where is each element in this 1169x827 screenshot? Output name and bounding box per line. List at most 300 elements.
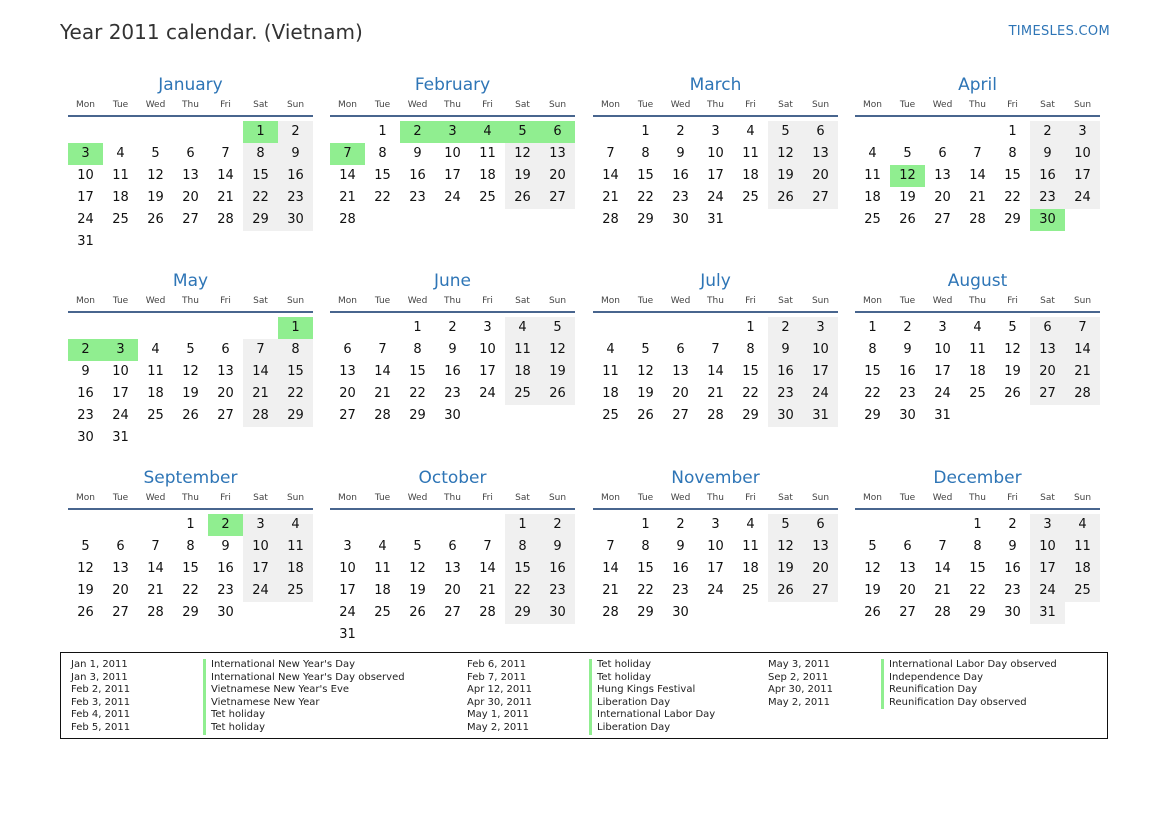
day-cell[interactable]: 24 <box>479 386 496 401</box>
day-cell[interactable]: 10 <box>1030 536 1065 558</box>
day-cell[interactable]: 9 <box>676 146 685 161</box>
day-cell[interactable]: 2 <box>278 121 313 143</box>
day-cell[interactable]: 11 <box>602 364 619 379</box>
day-cell[interactable]: 8 <box>186 539 195 554</box>
day-cell[interactable]: 14 <box>969 168 986 183</box>
day-cell[interactable]: 13 <box>1030 339 1065 361</box>
day-cell[interactable]: 5 <box>641 342 650 357</box>
day-cell[interactable]: 27 <box>934 212 951 227</box>
day-cell[interactable]: 8 <box>505 536 540 558</box>
day-cell[interactable]: 26 <box>899 212 916 227</box>
day-cell[interactable]: 12 <box>505 143 540 165</box>
day-cell[interactable]: 7 <box>1065 317 1100 339</box>
day-cell[interactable]: 13 <box>540 143 575 165</box>
day-cell[interactable]: 10 <box>444 146 461 161</box>
day-cell[interactable]: 29 <box>409 408 426 423</box>
day-cell[interactable]: 22 <box>409 386 426 401</box>
day-cell[interactable]: 7 <box>606 539 615 554</box>
day-cell[interactable]: 9 <box>903 342 912 357</box>
day-cell[interactable]: 30 <box>1004 605 1021 620</box>
holiday-day-cell[interactable]: 1 <box>243 121 278 143</box>
day-cell[interactable]: 6 <box>448 539 457 554</box>
day-cell[interactable]: 14 <box>479 561 496 576</box>
day-cell[interactable]: 15 <box>505 558 540 580</box>
day-cell[interactable]: 11 <box>112 168 129 183</box>
day-cell[interactable]: 17 <box>707 168 724 183</box>
day-cell[interactable]: 29 <box>637 605 654 620</box>
day-cell[interactable]: 9 <box>1008 539 1017 554</box>
day-cell[interactable]: 12 <box>1004 342 1021 357</box>
day-cell[interactable]: 3 <box>483 320 492 335</box>
day-cell[interactable]: 25 <box>479 190 496 205</box>
day-cell[interactable]: 16 <box>768 361 803 383</box>
day-cell[interactable]: 18 <box>1065 558 1100 580</box>
holiday-day-cell[interactable]: 3 <box>435 121 470 143</box>
day-cell[interactable]: 30 <box>444 408 461 423</box>
day-cell[interactable]: 29 <box>969 605 986 620</box>
day-cell[interactable]: 23 <box>768 383 803 405</box>
day-cell[interactable]: 8 <box>278 339 313 361</box>
day-cell[interactable]: 16 <box>1004 561 1021 576</box>
day-cell[interactable]: 28 <box>602 605 619 620</box>
day-cell[interactable]: 2 <box>768 317 803 339</box>
day-cell[interactable]: 5 <box>186 342 195 357</box>
day-cell[interactable]: 3 <box>938 320 947 335</box>
day-cell[interactable]: 9 <box>278 143 313 165</box>
day-cell[interactable]: 19 <box>409 583 426 598</box>
day-cell[interactable]: 4 <box>973 320 982 335</box>
day-cell[interactable]: 30 <box>77 430 94 445</box>
holiday-day-cell[interactable]: 7 <box>330 143 365 165</box>
day-cell[interactable]: 21 <box>969 190 986 205</box>
day-cell[interactable]: 5 <box>903 146 912 161</box>
day-cell[interactable]: 4 <box>378 539 387 554</box>
day-cell[interactable]: 3 <box>711 517 720 532</box>
day-cell[interactable]: 23 <box>1004 583 1021 598</box>
day-cell[interactable]: 22 <box>374 190 391 205</box>
day-cell[interactable]: 11 <box>147 364 164 379</box>
day-cell[interactable]: 21 <box>147 583 164 598</box>
day-cell[interactable]: 27 <box>112 605 129 620</box>
day-cell[interactable]: 25 <box>969 386 986 401</box>
day-cell[interactable]: 21 <box>374 386 391 401</box>
day-cell[interactable]: 14 <box>602 168 619 183</box>
day-cell[interactable]: 6 <box>803 121 838 143</box>
day-cell[interactable]: 11 <box>969 342 986 357</box>
day-cell[interactable]: 17 <box>707 561 724 576</box>
holiday-day-cell[interactable]: 6 <box>540 121 575 143</box>
holiday-day-cell[interactable]: 5 <box>505 121 540 143</box>
day-cell[interactable]: 21 <box>602 583 619 598</box>
day-cell[interactable]: 30 <box>278 209 313 231</box>
day-cell[interactable]: 16 <box>278 165 313 187</box>
day-cell[interactable]: 17 <box>1030 558 1065 580</box>
day-cell[interactable]: 22 <box>278 383 313 405</box>
day-cell[interactable]: 10 <box>934 342 951 357</box>
day-cell[interactable]: 19 <box>768 165 803 187</box>
brand-link[interactable]: TIMESLES.COM <box>1008 24 1110 39</box>
day-cell[interactable]: 1 <box>641 517 650 532</box>
day-cell[interactable]: 27 <box>803 187 838 209</box>
day-cell[interactable]: 13 <box>217 364 234 379</box>
day-cell[interactable]: 7 <box>221 146 230 161</box>
day-cell[interactable]: 21 <box>934 583 951 598</box>
day-cell[interactable]: 12 <box>77 561 94 576</box>
day-cell[interactable]: 10 <box>803 339 838 361</box>
day-cell[interactable]: 23 <box>444 386 461 401</box>
day-cell[interactable]: 9 <box>768 339 803 361</box>
day-cell[interactable]: 14 <box>374 364 391 379</box>
day-cell[interactable]: 30 <box>768 405 803 427</box>
day-cell[interactable]: 7 <box>378 342 387 357</box>
day-cell[interactable]: 18 <box>742 561 759 576</box>
day-cell[interactable]: 19 <box>637 386 654 401</box>
day-cell[interactable]: 17 <box>77 190 94 205</box>
day-cell[interactable]: 13 <box>672 364 689 379</box>
day-cell[interactable]: 24 <box>707 583 724 598</box>
day-cell[interactable]: 8 <box>378 146 387 161</box>
day-cell[interactable]: 23 <box>899 386 916 401</box>
day-cell[interactable]: 2 <box>903 320 912 335</box>
day-cell[interactable]: 18 <box>969 364 986 379</box>
day-cell[interactable]: 8 <box>746 342 755 357</box>
day-cell[interactable]: 20 <box>444 583 461 598</box>
day-cell[interactable]: 19 <box>540 361 575 383</box>
day-cell[interactable]: 26 <box>768 187 803 209</box>
day-cell[interactable]: 17 <box>803 361 838 383</box>
day-cell[interactable]: 31 <box>77 234 94 249</box>
day-cell[interactable]: 11 <box>742 146 759 161</box>
day-cell[interactable]: 1 <box>641 124 650 139</box>
day-cell[interactable]: 18 <box>374 583 391 598</box>
day-cell[interactable]: 9 <box>1030 143 1065 165</box>
day-cell[interactable]: 8 <box>641 146 650 161</box>
day-cell[interactable]: 6 <box>343 342 352 357</box>
day-cell[interactable]: 26 <box>768 580 803 602</box>
day-cell[interactable]: 28 <box>479 605 496 620</box>
day-cell[interactable]: 20 <box>934 190 951 205</box>
day-cell[interactable]: 1 <box>746 320 755 335</box>
day-cell[interactable]: 28 <box>339 212 356 227</box>
day-cell[interactable]: 30 <box>217 605 234 620</box>
day-cell[interactable]: 20 <box>899 583 916 598</box>
day-cell[interactable]: 30 <box>672 212 689 227</box>
day-cell[interactable]: 15 <box>864 364 881 379</box>
day-cell[interactable]: 24 <box>112 408 129 423</box>
day-cell[interactable]: 21 <box>707 386 724 401</box>
day-cell[interactable]: 5 <box>413 539 422 554</box>
day-cell[interactable]: 25 <box>112 212 129 227</box>
day-cell[interactable]: 28 <box>374 408 391 423</box>
day-cell[interactable]: 10 <box>112 364 129 379</box>
day-cell[interactable]: 25 <box>602 408 619 423</box>
day-cell[interactable]: 1 <box>186 517 195 532</box>
day-cell[interactable]: 31 <box>707 212 724 227</box>
day-cell[interactable]: 28 <box>1065 383 1100 405</box>
day-cell[interactable]: 24 <box>444 190 461 205</box>
day-cell[interactable]: 20 <box>672 386 689 401</box>
day-cell[interactable]: 27 <box>444 605 461 620</box>
day-cell[interactable]: 27 <box>1030 383 1065 405</box>
day-cell[interactable]: 25 <box>278 580 313 602</box>
day-cell[interactable]: 25 <box>864 212 881 227</box>
holiday-day-cell[interactable]: 2 <box>400 121 435 143</box>
day-cell[interactable]: 7 <box>606 146 615 161</box>
day-cell[interactable]: 31 <box>1030 602 1065 624</box>
day-cell[interactable]: 20 <box>217 386 234 401</box>
day-cell[interactable]: 7 <box>483 539 492 554</box>
day-cell[interactable]: 21 <box>339 190 356 205</box>
day-cell[interactable]: 10 <box>707 539 724 554</box>
day-cell[interactable]: 10 <box>1065 143 1100 165</box>
day-cell[interactable]: 13 <box>803 536 838 558</box>
day-cell[interactable]: 17 <box>339 583 356 598</box>
day-cell[interactable]: 14 <box>147 561 164 576</box>
day-cell[interactable]: 25 <box>742 190 759 205</box>
day-cell[interactable]: 2 <box>676 124 685 139</box>
day-cell[interactable]: 19 <box>899 190 916 205</box>
day-cell[interactable]: 20 <box>182 190 199 205</box>
day-cell[interactable]: 15 <box>637 561 654 576</box>
day-cell[interactable]: 14 <box>217 168 234 183</box>
day-cell[interactable]: 23 <box>217 583 234 598</box>
day-cell[interactable]: 31 <box>112 430 129 445</box>
day-cell[interactable]: 23 <box>672 583 689 598</box>
day-cell[interactable]: 24 <box>77 212 94 227</box>
day-cell[interactable]: 21 <box>217 190 234 205</box>
day-cell[interactable]: 4 <box>278 514 313 536</box>
day-cell[interactable]: 25 <box>147 408 164 423</box>
day-cell[interactable]: 29 <box>243 209 278 231</box>
day-cell[interactable]: 10 <box>339 561 356 576</box>
day-cell[interactable]: 13 <box>899 561 916 576</box>
day-cell[interactable]: 11 <box>742 539 759 554</box>
day-cell[interactable]: 18 <box>147 386 164 401</box>
day-cell[interactable]: 27 <box>803 580 838 602</box>
day-cell[interactable]: 22 <box>637 583 654 598</box>
day-cell[interactable]: 4 <box>1065 514 1100 536</box>
day-cell[interactable]: 25 <box>374 605 391 620</box>
day-cell[interactable]: 19 <box>768 558 803 580</box>
day-cell[interactable]: 30 <box>899 408 916 423</box>
day-cell[interactable]: 22 <box>182 583 199 598</box>
day-cell[interactable]: 29 <box>1004 212 1021 227</box>
day-cell[interactable]: 18 <box>278 558 313 580</box>
day-cell[interactable]: 6 <box>1030 317 1065 339</box>
day-cell[interactable]: 29 <box>505 602 540 624</box>
day-cell[interactable]: 11 <box>1065 536 1100 558</box>
day-cell[interactable]: 29 <box>182 605 199 620</box>
day-cell[interactable]: 14 <box>339 168 356 183</box>
holiday-day-cell[interactable]: 4 <box>470 121 505 143</box>
day-cell[interactable]: 27 <box>182 212 199 227</box>
day-cell[interactable]: 28 <box>217 212 234 227</box>
day-cell[interactable]: 22 <box>864 386 881 401</box>
day-cell[interactable]: 2 <box>540 514 575 536</box>
day-cell[interactable]: 13 <box>803 143 838 165</box>
day-cell[interactable]: 26 <box>540 383 575 405</box>
day-cell[interactable]: 8 <box>973 539 982 554</box>
holiday-day-cell[interactable]: 3 <box>103 339 138 361</box>
day-cell[interactable]: 25 <box>742 583 759 598</box>
day-cell[interactable]: 17 <box>934 364 951 379</box>
day-cell[interactable]: 30 <box>540 602 575 624</box>
day-cell[interactable]: 12 <box>540 339 575 361</box>
day-cell[interactable]: 9 <box>81 364 90 379</box>
day-cell[interactable]: 14 <box>707 364 724 379</box>
day-cell[interactable]: 28 <box>243 405 278 427</box>
day-cell[interactable]: 11 <box>374 561 391 576</box>
day-cell[interactable]: 24 <box>339 605 356 620</box>
day-cell[interactable]: 27 <box>217 408 234 423</box>
day-cell[interactable]: 29 <box>637 212 654 227</box>
day-cell[interactable]: 18 <box>602 386 619 401</box>
day-cell[interactable]: 23 <box>278 187 313 209</box>
day-cell[interactable]: 6 <box>186 146 195 161</box>
day-cell[interactable]: 1 <box>413 320 422 335</box>
day-cell[interactable]: 2 <box>1008 517 1017 532</box>
day-cell[interactable]: 15 <box>969 561 986 576</box>
day-cell[interactable]: 13 <box>112 561 129 576</box>
day-cell[interactable]: 22 <box>969 583 986 598</box>
holiday-day-cell[interactable]: 12 <box>890 165 925 187</box>
day-cell[interactable]: 18 <box>864 190 881 205</box>
day-cell[interactable]: 15 <box>1004 168 1021 183</box>
day-cell[interactable]: 20 <box>803 558 838 580</box>
day-cell[interactable]: 31 <box>803 405 838 427</box>
day-cell[interactable]: 23 <box>77 408 94 423</box>
day-cell[interactable]: 9 <box>540 536 575 558</box>
day-cell[interactable]: 17 <box>1065 165 1100 187</box>
day-cell[interactable]: 12 <box>768 536 803 558</box>
day-cell[interactable]: 10 <box>243 536 278 558</box>
day-cell[interactable]: 17 <box>112 386 129 401</box>
day-cell[interactable]: 21 <box>1065 361 1100 383</box>
day-cell[interactable]: 1 <box>973 517 982 532</box>
day-cell[interactable]: 18 <box>742 168 759 183</box>
day-cell[interactable]: 7 <box>151 539 160 554</box>
day-cell[interactable]: 24 <box>934 386 951 401</box>
day-cell[interactable]: 7 <box>243 339 278 361</box>
day-cell[interactable]: 5 <box>151 146 160 161</box>
day-cell[interactable]: 16 <box>672 561 689 576</box>
day-cell[interactable]: 4 <box>606 342 615 357</box>
day-cell[interactable]: 2 <box>448 320 457 335</box>
day-cell[interactable]: 3 <box>343 539 352 554</box>
day-cell[interactable]: 4 <box>868 146 877 161</box>
holiday-day-cell[interactable]: 3 <box>68 143 103 165</box>
day-cell[interactable]: 16 <box>540 558 575 580</box>
day-cell[interactable]: 2 <box>676 517 685 532</box>
day-cell[interactable]: 26 <box>1004 386 1021 401</box>
day-cell[interactable]: 5 <box>540 317 575 339</box>
day-cell[interactable]: 26 <box>864 605 881 620</box>
day-cell[interactable]: 7 <box>973 146 982 161</box>
day-cell[interactable]: 23 <box>1030 187 1065 209</box>
day-cell[interactable]: 14 <box>934 561 951 576</box>
day-cell[interactable]: 19 <box>864 583 881 598</box>
day-cell[interactable]: 6 <box>116 539 125 554</box>
day-cell[interactable]: 15 <box>243 165 278 187</box>
day-cell[interactable]: 19 <box>1004 364 1021 379</box>
day-cell[interactable]: 5 <box>868 539 877 554</box>
day-cell[interactable]: 26 <box>182 408 199 423</box>
day-cell[interactable]: 27 <box>899 605 916 620</box>
day-cell[interactable]: 6 <box>938 146 947 161</box>
day-cell[interactable]: 22 <box>1004 190 1021 205</box>
day-cell[interactable]: 24 <box>243 580 278 602</box>
day-cell[interactable]: 8 <box>1008 146 1017 161</box>
day-cell[interactable]: 21 <box>243 383 278 405</box>
day-cell[interactable]: 24 <box>803 383 838 405</box>
day-cell[interactable]: 27 <box>339 408 356 423</box>
day-cell[interactable]: 10 <box>707 146 724 161</box>
day-cell[interactable]: 2 <box>1030 121 1065 143</box>
day-cell[interactable]: 16 <box>899 364 916 379</box>
day-cell[interactable]: 6 <box>221 342 230 357</box>
day-cell[interactable]: 20 <box>803 165 838 187</box>
day-cell[interactable]: 25 <box>505 383 540 405</box>
day-cell[interactable]: 16 <box>444 364 461 379</box>
day-cell[interactable]: 4 <box>151 342 160 357</box>
day-cell[interactable]: 9 <box>413 146 422 161</box>
day-cell[interactable]: 20 <box>540 165 575 187</box>
day-cell[interactable]: 23 <box>540 580 575 602</box>
day-cell[interactable]: 16 <box>217 561 234 576</box>
day-cell[interactable]: 15 <box>742 364 759 379</box>
day-cell[interactable]: 4 <box>505 317 540 339</box>
day-cell[interactable]: 20 <box>112 583 129 598</box>
day-cell[interactable]: 29 <box>864 408 881 423</box>
day-cell[interactable]: 11 <box>479 146 496 161</box>
day-cell[interactable]: 12 <box>409 561 426 576</box>
day-cell[interactable]: 20 <box>1030 361 1065 383</box>
day-cell[interactable]: 15 <box>182 561 199 576</box>
day-cell[interactable]: 13 <box>934 168 951 183</box>
day-cell[interactable]: 15 <box>374 168 391 183</box>
day-cell[interactable]: 10 <box>77 168 94 183</box>
day-cell[interactable]: 4 <box>746 124 755 139</box>
day-cell[interactable]: 17 <box>444 168 461 183</box>
day-cell[interactable]: 14 <box>1065 339 1100 361</box>
day-cell[interactable]: 16 <box>1030 165 1065 187</box>
day-cell[interactable]: 12 <box>864 561 881 576</box>
day-cell[interactable]: 24 <box>1030 580 1065 602</box>
day-cell[interactable]: 28 <box>707 408 724 423</box>
day-cell[interactable]: 15 <box>278 361 313 383</box>
day-cell[interactable]: 22 <box>505 580 540 602</box>
day-cell[interactable]: 19 <box>505 165 540 187</box>
day-cell[interactable]: 13 <box>339 364 356 379</box>
day-cell[interactable]: 24 <box>707 190 724 205</box>
day-cell[interactable]: 26 <box>77 605 94 620</box>
day-cell[interactable]: 4 <box>746 517 755 532</box>
day-cell[interactable]: 11 <box>505 339 540 361</box>
day-cell[interactable]: 26 <box>409 605 426 620</box>
day-cell[interactable]: 13 <box>444 561 461 576</box>
day-cell[interactable]: 5 <box>768 121 803 143</box>
day-cell[interactable]: 12 <box>637 364 654 379</box>
day-cell[interactable]: 6 <box>803 514 838 536</box>
holiday-day-cell[interactable]: 2 <box>208 514 243 536</box>
day-cell[interactable]: 15 <box>637 168 654 183</box>
day-cell[interactable]: 8 <box>868 342 877 357</box>
day-cell[interactable]: 11 <box>278 536 313 558</box>
day-cell[interactable]: 9 <box>221 539 230 554</box>
day-cell[interactable]: 1 <box>505 514 540 536</box>
day-cell[interactable]: 12 <box>147 168 164 183</box>
day-cell[interactable]: 26 <box>637 408 654 423</box>
